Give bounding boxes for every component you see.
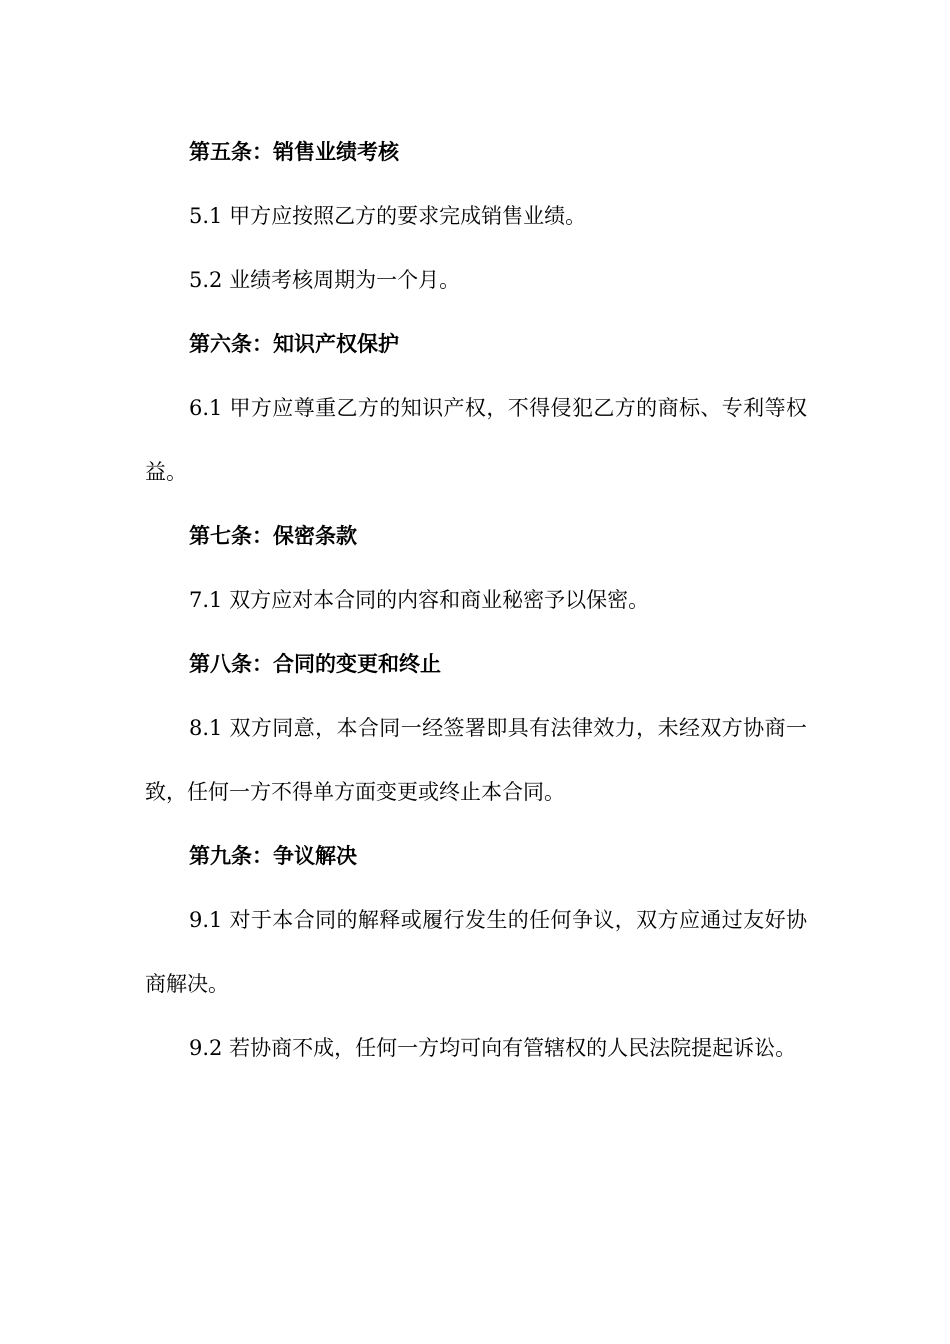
clause-9-2: 9.2 若协商不成，任何一方均可向有管辖权的人民法院提起诉讼。 — [189, 1036, 797, 1060]
clause-6-1: 6.1 甲方应尊重乙方的知识产权，不得侵犯乙方的商标、专利等权益。 — [145, 396, 807, 484]
clause-5-2: 5.2 业绩考核周期为一个月。 — [189, 268, 461, 292]
clause-5-1: 5.1 甲方应按照乙方的要求完成销售业绩。 — [189, 204, 587, 228]
clause-8-1: 8.1 双方同意，本合同一经签署即具有法律效力，未经双方协商一致，任何一方不得单方面变更或终止本合同。 — [145, 716, 807, 804]
section-heading-6: 第六条：知识产权保护 — [189, 332, 399, 356]
section-heading-9: 第九条：争议解决 — [189, 844, 357, 868]
section-heading-5: 第五条：销售业绩考核 — [189, 140, 399, 164]
document-body — [145, 130, 807, 1154]
clause-9-1: 9.1 对于本合同的解释或履行发生的任何争议，双方应通过友好协商解决。 — [145, 908, 807, 996]
section-heading-8: 第八条：合同的变更和终止 — [189, 652, 441, 676]
clause-7-1: 7.1 双方应对本合同的内容和商业秘密予以保密。 — [189, 588, 650, 612]
section-heading-7: 第七条：保密条款 — [189, 524, 357, 548]
